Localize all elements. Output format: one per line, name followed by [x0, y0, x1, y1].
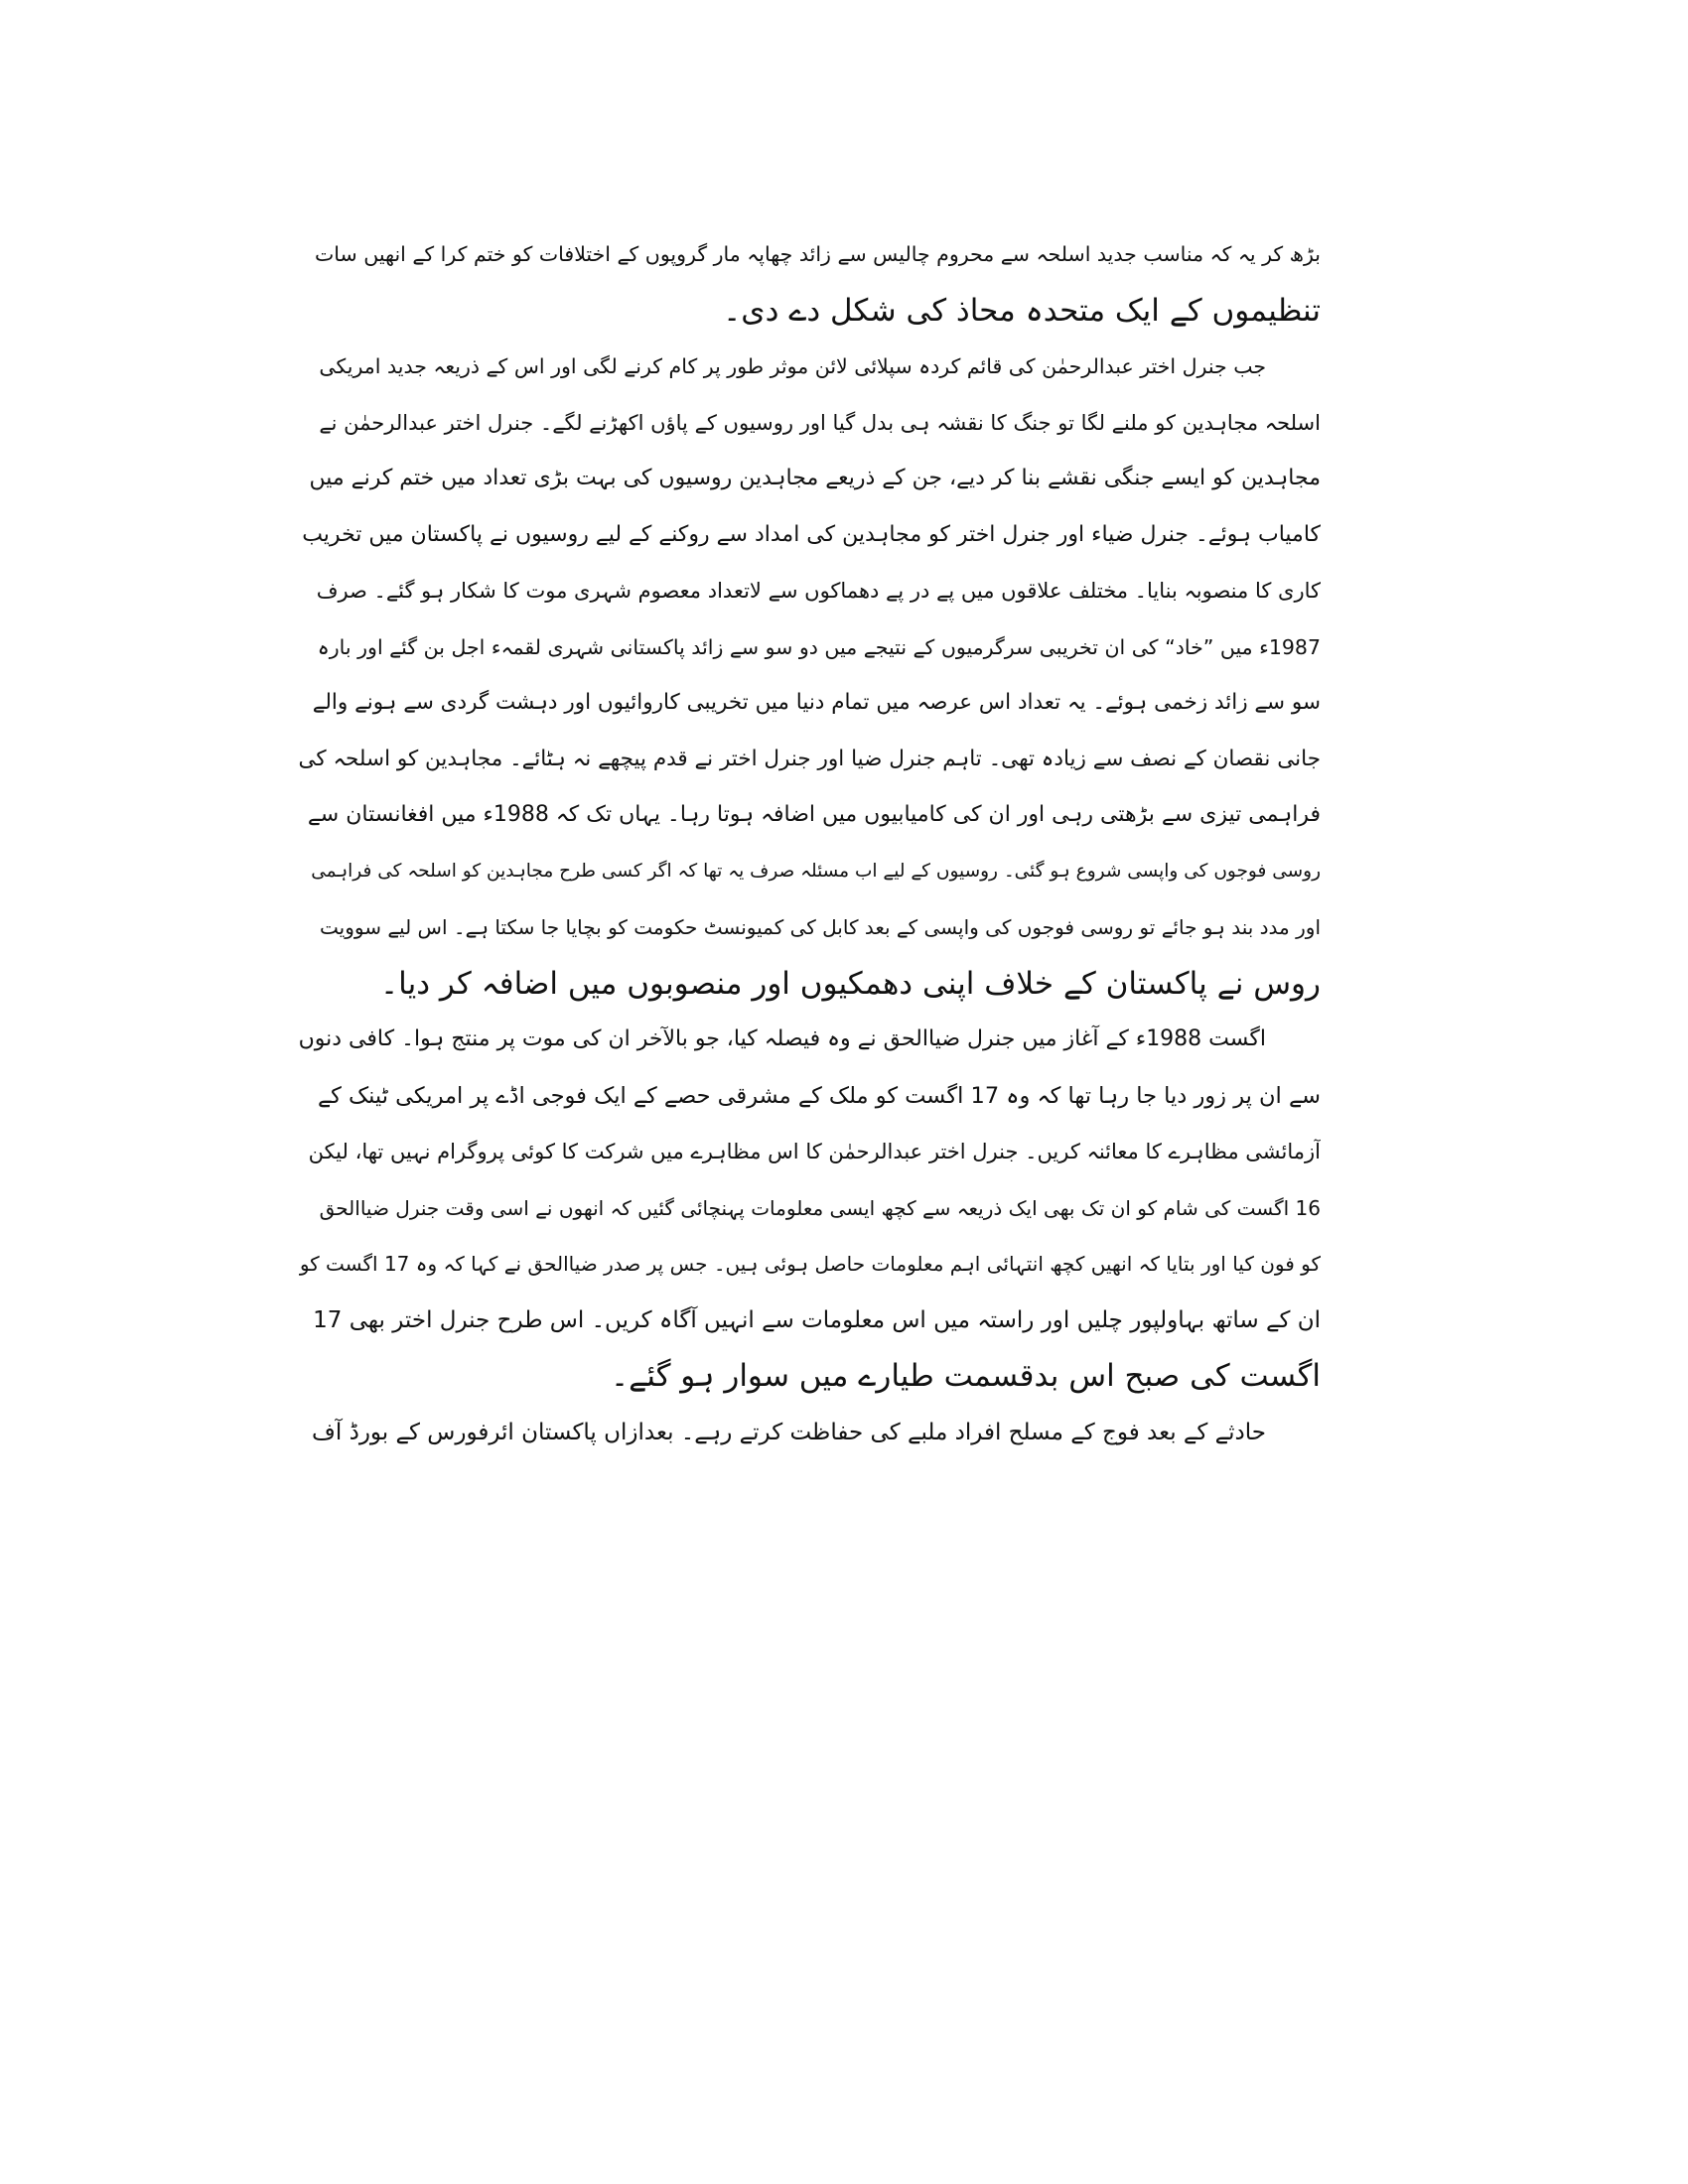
- text-line: آزمائشی مظاہرے کا معائنہ کریں۔ جنرل اختر عبدالرحمٰن کا اس مظاہرے میں شرکت کا کوئی پروگرام نہیں تھا، لیکن: [308, 1140, 1321, 1163]
- text-line: 1987ء میں ”خاد“ کی ان تخریبی سرگرمیوں کے نتیجے میں دو سو سے زائد پاکستانی شہری لقمہء اجل بن گئے اور بارہ: [317, 634, 1321, 659]
- text-line: اسلحہ مجاہدین کو ملنے لگا تو جنگ کا نقشہ ہی بدل گیا اور روسیوں کے پاؤں اکھڑنے لگے۔ جنرل اختر عبدالرحمٰن نے: [319, 410, 1321, 435]
- text-line: بڑھ کر یہ کہ مناسب جدید اسلحہ سے محروم چالیس سے زائد چھاپہ مار گروپوں کے اختلافات کو ختم کرا کے انھیں سات: [315, 242, 1321, 266]
- text-line: کامیاب ہوئے۔ جنرل ضیاء اور جنرل اختر کو مجاہدین کی امداد سے روکنے کے لیے روسیوں نے پاکستان میں تخریب: [302, 521, 1321, 547]
- text-line: روس نے پاکستان کے خلاف اپنی دھمکیوں اور منصوبوں میں اضافہ کر دیا۔: [380, 965, 1321, 1002]
- text-line: تنظیموں کے ایک متحدہ محاذ کی شکل دے دی۔: [723, 292, 1321, 329]
- text-line: سو سے زائد زخمی ہوئے۔ یہ تعداد اس عرصہ میں تمام دنیا میں تخریبی کاروائیوں اور دہشت گردی سے ہونے والے: [312, 690, 1321, 715]
- paragraph: [298, 1012, 1321, 1405]
- paragraph: [298, 339, 1321, 1012]
- text-line: مجاہدین کو ایسے جنگی نقشے بنا کر دیے، جن کے ذریعے مجاہدین روسیوں کی بہت بڑی تعداد میں ختم کرنے میں: [309, 466, 1321, 490]
- text-line: ان کے ساتھ بہاولپور چلیں اور راستہ میں اس معلومات سے انہیں آگاہ کریں۔ اس طرح جنرل اختر بھی 17: [313, 1306, 1321, 1333]
- text-line: کو فون کیا اور بتایا کہ انھیں کچھ انتہائی اہم معلومات حاصل ہوئی ہیں۔ جس پر صدر ضیاالحق نے کہا کہ وہ 17 اگست کو: [299, 1252, 1321, 1276]
- text-line: اگست 1988ء کے آغاز میں جنرل ضیاالحق نے وہ فیصلہ کیا، جو بالآخر ان کی موت پر منتج ہوا۔ کافی دنوں: [298, 1026, 1266, 1051]
- text-line: فراہمی تیزی سے بڑھتی رہی اور ان کی کامیابیوں میں اضافہ ہوتا رہا۔ یہاں تک کہ 1988ء میں افغانستان سے: [307, 802, 1321, 827]
- text-line: سے ان پر زور دیا جا رہا تھا کہ وہ 17 اگست کو ملک کے مشرقی حصے کے ایک فوجی اڈے پر امریکی ٹینک کے: [317, 1082, 1321, 1109]
- text-line: کاری کا منصوبہ بنایا۔ مختلف علاقوں میں پے در پے دھماکوں سے لاتعداد معصوم شہری موت کا شکار ہو گئے۔ صرف: [316, 579, 1321, 603]
- paragraph: [298, 1405, 1321, 1461]
- text-line: روسی فوجوں کی واپسی شروع ہو گئی۔ روسیوں کے لیے اب مسئلہ صرف یہ تھا کہ اگر کسی طرح مجاہدین کو اسلحہ کی فراہمی: [311, 860, 1321, 882]
- text-line: اور مدد بند ہو جائے تو روسی فوجوں کی واپسی کے بعد کابل کی کمیونسٹ حکومت کو بچایا جا سکتا ہے۔ اس لیے سوویت: [320, 915, 1321, 939]
- text-line: جانی نقصان کے نصف سے زیادہ تھی۔ تاہم جنرل ضیا اور جنرل اختر نے قدم پیچھے نہ ہٹائے۔ مجاہدین کو اسلحہ کی: [298, 746, 1321, 771]
- text-line: 16 اگست کی شام کو ان تک بھی ایک ذریعہ سے کچھ ایسی معلومات پہنچائی گئیں کہ انھوں نے اسی وقت جنرل ضیاالحق: [319, 1195, 1321, 1220]
- text-line: اگست کی صبح اس بدقسمت طیارے میں سوار ہو گئے۔: [611, 1358, 1321, 1394]
- text-line: حادثے کے بعد فوج کے مسلح افراد ملبے کی حفاظت کرتے رہے۔ بعدازاں پاکستان ائرفورس کے بورڈ آف: [312, 1419, 1266, 1445]
- text-line: جب جنرل اختر عبدالرحمٰن کی قائم کردہ سپلائی لائن موثر طور پر کام کرنے لگی اور اس کے ذریعہ جدید امریکی: [319, 354, 1266, 378]
- body-text: [298, 226, 1321, 1460]
- paragraph: [298, 226, 1321, 339]
